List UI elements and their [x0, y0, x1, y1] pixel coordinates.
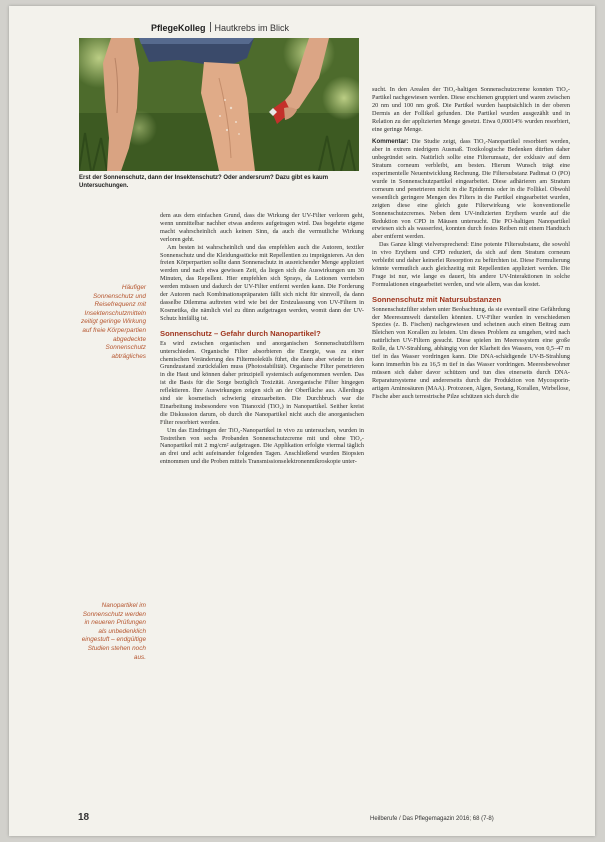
paragraph: dem aus dem einfachen Grund, dass die Wirkung der UV-Filter verloren geht, wenn unmittelbar nachher etwas anderes aufgetragen wird. Das begehrte eigene macht wahrscheinlich auch keinen Sinn, da auch die vermutliche Wirkung verloren geht.	[160, 212, 364, 243]
header-kolleg: PflegeKolleg	[151, 23, 206, 33]
sidebar-quote-1: Häufiger Sonnenschutz und Reisefrequenz mit Insektenschutzmitteln zeitigt geringe Wirkung auf freie Körperpartien abgedeckte Sonnenschutz abträgliches	[81, 284, 146, 360]
page-number: 18	[78, 812, 90, 823]
comment-text: Die Studie zeigt, dass TiO₂-Nanopartikel resorbiert werden, aber in extrem niedrigem Ausmaß. Toxikologische Bedenken dürften daher unbegründet sein. Natürlich sollte eine Filterumsatz, der exklusiv auf dem Stratum corneum verbleibt, am besten. Hierum Wunsch trägt eine experimentelle Neuentwicklung Rechnung. Die Filtersubstanz Padimat O (PO) wurde in Sonnenschutzpartikel eingearbeitet. Diese adhärieren am Stratum corneum und penetrieren nicht in die Epidermis oder in die Follikel. Obwohl wesentlich geringere Mengen des Filters in die Partikel eingearbeitet wurden, zeigten diese eine gleich gute Filterwirkung wie konventionelle Sonnenschutzcremes. Neben dem UV-indizierten Erythem wurde auf die Reduktion von CPD in Mäusen untersucht. Die PO-haltigen Nanopartikel erwiesen sich als wasserfest, konnten durch festes Reiben mit einem Handtuch aber entfernt werden.	[372, 138, 570, 241]
paragraph: Am besten ist wahrscheinlich und das empfehlen auch die Autoren, textiler Sonnenschutz und die Kleidungsstücke mit Repellentien zu imprägnieren. An den freien Körperpartien sollte dann Sonnenschutz in ausreichender Menge appliziert werden und nach etwa gewissen Zeit, da liegen sich die Auswirkungen um 30 Minuten, das Repellent. Hier empfehlen sich Sprays, da Lotionen verrieben werden müssen und dadurch der UV-Filter entfernt werden kann. Die Forderung der Autoren nach Kombinationspräparaten fällt sich nicht für sinnvoll, da dann dasselbe Dilemma auftreten wird wie bei der Erstzulassung von UV-Filtern in Kosmetika, die nämlich viel zu dünn aufgetragen werden, womit dann der UV-Schutz hinfällig ist.	[160, 243, 364, 322]
paragraph: Sonnenschutzfilter stehen unter Beobachtung, da sie eventuell eine Gefährdung der Meeresumwelt darstellen könnten. UV-Filter wurden in verschiedenen Spezies (z. B. Fischen) nachgewiesen und scheinen auch einen Beitrag zum Bleichen von Korallen zu leisten. Um dieses Problem zu umgehen, wird nach natürlichen UV-Filtern gesucht. Diese spielen im Meeressystem eine große Rolle, da UV-Strahlung, abhängig von der Klarheit des Wassers, von 0,5–47 m tief in das Wasser vordringen kann. Die DNA-schädigende UV-B-Strahlung kann immerhin bis zu 16,5 m tief in das Wasser vordringen. Meeresbewohner müssen sich daher davor schützen und tun dies einerseits durch DNA-Reparatursysteme und andererseits durch die Produktion von Mycosporin-artigen Aminosäuren (MAA). Protozoen, Algen, Seetang, Korallen, Wirbellose, Fische aber auch terrestrische Pilze schützen sich durch die	[372, 305, 570, 400]
journal-footer: Heilberufe / Das Pflegemagazin 2016; 68 (7-8)	[370, 816, 494, 822]
paragraph: Es wird zwischen organischen und anorganischen Sonnenschutzfiltern unterschieden. Organische Filter absorbieren die Energie, was zu einer chemischen Veränderung des Filtermoleküls führt, die dann aber wieder in den Grundzustand zurückfallen muss (Photostabilität). Organische Filter penetrieren in die Haut und können daher prinzipiell systemisch aufgenommen werden. Das ist die Basis für die Sorge bezüglich Toxizität. Anorganische Filter hingegen reflektieren. Ihre Auswirkungen zeigen sich an der Oberfläche aus. Allerdings sind sie kosmetisch schwierig einzuarbeiten. Die Durchbruch war die Einarbeitung insbesondere von Titanoxid (TiO₂) in Nanopartikel. Seither kreist die Diskussion darum, ob durch die Nanopartikel nicht auch die anorganischen Filter resorbiert werden.	[160, 339, 364, 426]
header-section: Hautkrebs im Blick	[214, 23, 290, 33]
comment-paragraph	[372, 138, 570, 241]
comment-label: Kommentar:	[372, 138, 409, 146]
paragraph: Das Ganze klingt vielversprechend: Eine potente Filtersubstanz, die sowohl in vivo Erythem und CPD reduziert, da sich auf dem Stratum corneum verbleibt und daher keinerlei Resorption zu befürchten ist. Diese Formulierung könnte vermutlich auch gleichzeitig mit Repellentien appliziert werden. Die Frage ist nur, wie lange es dauert, bis andere UV-Interaktionen in solche Formulationen eingearbeitet werden, und wie allem, was das kostet.	[372, 241, 570, 288]
running-header	[151, 22, 289, 34]
section-heading: Sonnenschutz – Gefahr durch Nanopartikel?	[160, 328, 321, 338]
article-photo	[79, 38, 359, 171]
article-column-left	[160, 212, 364, 466]
photo-legs-spray-icon	[79, 38, 359, 171]
sidebar-quote-2: Nanopartikel im Sonnenschutz werden in neueren Prüfungen als unbedenklich eingestuft – endgültige Studien stehen noch aus.	[81, 602, 146, 661]
article-column-right	[372, 86, 570, 401]
section-heading: Sonnenschutz mit Natursubstanzen	[372, 294, 502, 304]
paragraph: Um das Eindringen der TiO₂-Nanopartikel in vivo zu untersuchen, wurden in Testreihen von sechs Probanden Sonnenschutzcreme mit und ohne TiO₂-Nanopartikel mit 2 mg/cm² aufgetragen. Die Applikation erfolgte viermal täglich an drei und acht aufeinander folgenden Tagen. Anschließend wurden Biopsien entnommen und die Proben mittels Transmissionselektronenmikroskopie unter-	[160, 426, 364, 466]
header-divider	[210, 22, 211, 32]
paragraph: sucht. In den Arealen der TiO₂-haltigen Sonnenschutzcreme konnten TiO₂-Partikel nachgewiesen werden. Diese erschienen gruppiert und waren zwischen 20 nm und 100 nm groß. Die Partikel wurden hauptsächlich in der oberen Dermis an der Follikel gefunden. Die Partikel wurden ausgezählt und in Relation zu der applizierten Menge gesetzt. Etwa 0,00014% wurden resorbiert, eine geringe Menge.	[372, 86, 570, 133]
photo-caption: Erst der Sonnenschutz, dann der Insektenschutz? Oder andersrum? Dazu gibt es kaum Untersuchungen.	[79, 175, 329, 189]
